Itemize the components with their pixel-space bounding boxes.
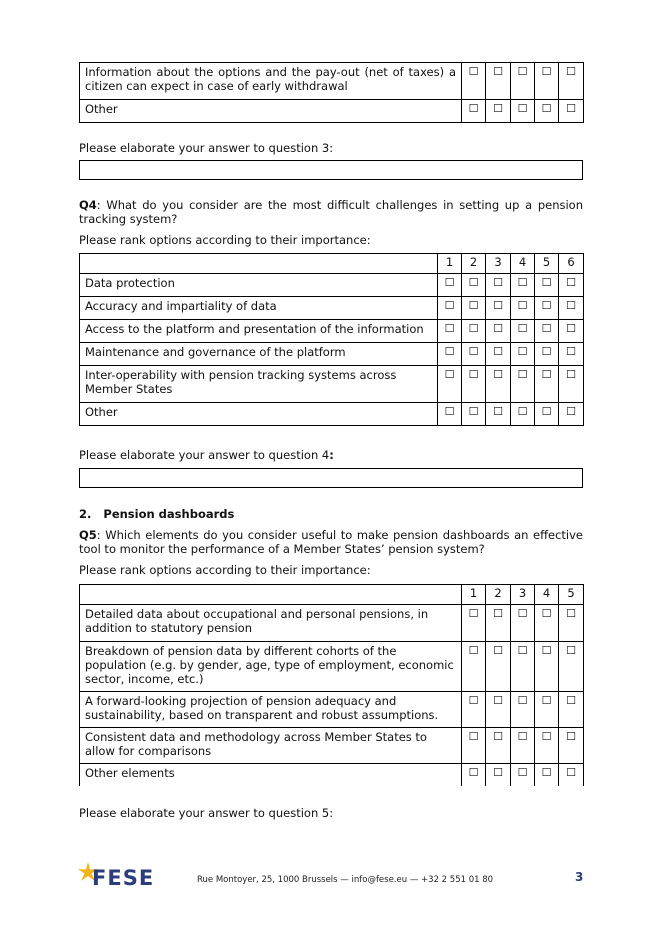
- rank-checkbox[interactable]: ☐: [511, 642, 535, 692]
- rank-checkbox[interactable]: ☐: [462, 366, 486, 403]
- rank-checkbox[interactable]: ☐: [559, 764, 584, 786]
- rank-header: 4: [535, 585, 559, 605]
- table-row: [80, 403, 584, 426]
- rank-checkbox[interactable]: ☐: [486, 692, 511, 728]
- rank-checkbox[interactable]: ☐: [511, 297, 535, 320]
- option-label: Information about the options and the pay-out (net of taxes) a citizen can expect in case of early withdrawal: [80, 63, 462, 100]
- option-label: Other elements: [80, 764, 462, 786]
- rank-header: 5: [535, 254, 559, 274]
- q4-text: : What do you consider are the most difficult challenges in setting up a pension tracking system?: [79, 198, 583, 226]
- rank-checkbox[interactable]: ☐: [559, 605, 584, 642]
- q4-elaborate-text: Please elaborate your answer to question 4: [79, 448, 330, 462]
- q3-answer-field[interactable]: [79, 160, 583, 180]
- q5-ranking-table: [79, 584, 584, 786]
- rank-checkbox[interactable]: ☐: [511, 343, 535, 366]
- q5-rank-instruction: Please rank options according to their importance:: [79, 563, 371, 577]
- table-header-row: [80, 585, 584, 605]
- option-label: Data protection: [80, 274, 438, 297]
- rank-checkbox[interactable]: ☐: [535, 343, 559, 366]
- rank-checkbox[interactable]: ☐: [559, 297, 584, 320]
- rank-checkbox[interactable]: ☐: [535, 605, 559, 642]
- section-heading: [79, 507, 583, 521]
- rank-checkbox[interactable]: ☐: [535, 100, 559, 123]
- header-empty-cell: [80, 585, 462, 605]
- rank-checkbox[interactable]: ☐: [486, 728, 511, 764]
- footer-address: Rue Montoyer, 25, 1000 Brussels — info@fese.eu — +32 2 551 01 80: [197, 875, 494, 885]
- option-label: Accuracy and impartiality of data: [80, 297, 438, 320]
- rank-checkbox[interactable]: ☐: [462, 642, 486, 692]
- q4-answer-field[interactable]: [79, 468, 583, 488]
- rank-checkbox[interactable]: ☐: [559, 274, 584, 297]
- rank-checkbox[interactable]: ☐: [486, 274, 511, 297]
- rank-header: 2: [462, 254, 486, 274]
- q4-ranking-table: [79, 253, 584, 426]
- rank-checkbox[interactable]: ☐: [462, 764, 486, 786]
- rank-checkbox[interactable]: ☐: [486, 320, 511, 343]
- rank-checkbox[interactable]: ☐: [486, 642, 511, 692]
- table-row: [80, 692, 584, 728]
- rank-checkbox[interactable]: ☐: [559, 403, 584, 426]
- rank-checkbox[interactable]: ☐: [511, 764, 535, 786]
- rank-checkbox[interactable]: ☐: [438, 297, 462, 320]
- rank-checkbox[interactable]: ☐: [486, 297, 511, 320]
- page-number: 3: [575, 870, 584, 884]
- rank-checkbox[interactable]: ☐: [462, 297, 486, 320]
- table-row: [80, 343, 584, 366]
- rank-checkbox[interactable]: ☐: [462, 692, 486, 728]
- table-row: [80, 642, 584, 692]
- header-empty-cell: [80, 254, 438, 274]
- option-label: Other: [80, 403, 438, 426]
- rank-checkbox[interactable]: ☐: [535, 403, 559, 426]
- rank-checkbox[interactable]: ☐: [486, 343, 511, 366]
- rank-checkbox[interactable]: ☐: [462, 274, 486, 297]
- section-number: 2.: [79, 507, 92, 521]
- table-row: [80, 764, 584, 786]
- table-row: [80, 100, 584, 123]
- rank-checkbox[interactable]: ☐: [535, 274, 559, 297]
- rank-checkbox[interactable]: ☐: [486, 63, 511, 100]
- rank-checkbox[interactable]: ☐: [535, 764, 559, 786]
- option-label: Inter-operability with pension tracking systems across Member States: [80, 366, 438, 403]
- option-label: Consistent data and methodology across Member States to allow for comparisons: [80, 728, 462, 764]
- rank-checkbox[interactable]: ☐: [462, 605, 486, 642]
- rank-checkbox[interactable]: ☐: [511, 692, 535, 728]
- table-header-row: [80, 254, 584, 274]
- q4-elaborate-prompt: [79, 448, 583, 462]
- rank-checkbox[interactable]: ☐: [559, 366, 584, 403]
- fese-wordmark: FESE: [92, 866, 155, 890]
- q5-question: [79, 528, 583, 556]
- q3-options-table: [79, 62, 584, 123]
- rank-checkbox[interactable]: ☐: [486, 403, 511, 426]
- rank-checkbox[interactable]: ☐: [511, 728, 535, 764]
- q5-text: : Which elements do you consider useful to make pension dashboards an effective tool to monitor the performance of a Member States’ pension system?: [79, 528, 583, 556]
- rank-header: 6: [559, 254, 584, 274]
- table-row: [80, 728, 584, 764]
- rank-checkbox[interactable]: ☐: [462, 63, 486, 100]
- option-label: Other: [80, 100, 462, 123]
- rank-checkbox[interactable]: ☐: [438, 274, 462, 297]
- q4-rank-instruction: Please rank options according to their importance:: [79, 233, 371, 247]
- table-row: [80, 366, 584, 403]
- rank-checkbox[interactable]: ☐: [486, 100, 511, 123]
- option-label: Breakdown of pension data by different cohorts of the population (e.g. by gender, age, type of employment, economic sector, income, etc.): [80, 642, 462, 692]
- rank-checkbox[interactable]: ☐: [438, 343, 462, 366]
- rank-checkbox[interactable]: ☐: [462, 100, 486, 123]
- rank-checkbox[interactable]: ☐: [535, 63, 559, 100]
- rank-header: 3: [486, 254, 511, 274]
- q5-elaborate-prompt: Please elaborate your answer to question 5:: [79, 806, 334, 820]
- table-row: [80, 605, 584, 642]
- rank-checkbox[interactable]: ☐: [511, 605, 535, 642]
- rank-checkbox[interactable]: ☐: [559, 320, 584, 343]
- rank-checkbox[interactable]: ☐: [559, 692, 584, 728]
- q4-elaborate-colon: :: [329, 448, 334, 462]
- rank-checkbox[interactable]: ☐: [462, 403, 486, 426]
- rank-checkbox[interactable]: ☐: [511, 320, 535, 343]
- q3-elaborate-prompt: Please elaborate your answer to question 3:: [79, 141, 334, 155]
- rank-checkbox[interactable]: ☐: [535, 297, 559, 320]
- rank-checkbox[interactable]: ☐: [559, 642, 584, 692]
- rank-header: 3: [511, 585, 535, 605]
- rank-checkbox[interactable]: ☐: [462, 343, 486, 366]
- rank-checkbox[interactable]: ☐: [559, 63, 584, 100]
- rank-header: 5: [559, 585, 584, 605]
- rank-checkbox[interactable]: ☐: [462, 320, 486, 343]
- rank-checkbox[interactable]: ☐: [535, 728, 559, 764]
- rank-header: 1: [462, 585, 486, 605]
- table-row: [80, 63, 584, 100]
- rank-checkbox[interactable]: ☐: [559, 343, 584, 366]
- rank-checkbox[interactable]: ☐: [511, 100, 535, 123]
- rank-checkbox[interactable]: ☐: [462, 728, 486, 764]
- rank-checkbox[interactable]: ☐: [535, 692, 559, 728]
- rank-header: 2: [486, 585, 511, 605]
- rank-checkbox[interactable]: ☐: [486, 605, 511, 642]
- rank-header: 4: [511, 254, 535, 274]
- option-label: Access to the platform and presentation of the information: [80, 320, 438, 343]
- rank-checkbox[interactable]: ☐: [535, 320, 559, 343]
- option-label: Detailed data about occupational and personal pensions, in addition to statutory pension: [80, 605, 462, 642]
- rank-checkbox[interactable]: ☐: [511, 274, 535, 297]
- fese-logo: [77, 861, 159, 891]
- q4-label: Q4: [79, 198, 97, 212]
- rank-checkbox[interactable]: ☐: [438, 366, 462, 403]
- rank-checkbox[interactable]: ☐: [535, 642, 559, 692]
- q5-label: Q5: [79, 528, 97, 542]
- rank-checkbox[interactable]: ☐: [535, 366, 559, 403]
- rank-header: 1: [438, 254, 462, 274]
- option-label: Maintenance and governance of the platform: [80, 343, 438, 366]
- table-row: [80, 274, 584, 297]
- rank-checkbox[interactable]: ☐: [559, 728, 584, 764]
- table-row: [80, 320, 584, 343]
- rank-checkbox[interactable]: ☐: [438, 403, 462, 426]
- rank-checkbox[interactable]: ☐: [511, 63, 535, 100]
- section-title: Pension dashboards: [103, 507, 235, 521]
- rank-checkbox[interactable]: ☐: [559, 100, 584, 123]
- rank-checkbox[interactable]: ☐: [438, 320, 462, 343]
- option-label: A forward-looking projection of pension adequacy and sustainability, based on transparent and robust assumptions.: [80, 692, 462, 728]
- rank-checkbox[interactable]: ☐: [511, 366, 535, 403]
- q4-question: [79, 198, 583, 226]
- rank-checkbox[interactable]: ☐: [486, 764, 511, 786]
- table-row: [80, 297, 584, 320]
- rank-checkbox[interactable]: ☐: [511, 403, 535, 426]
- rank-checkbox[interactable]: ☐: [486, 366, 511, 403]
